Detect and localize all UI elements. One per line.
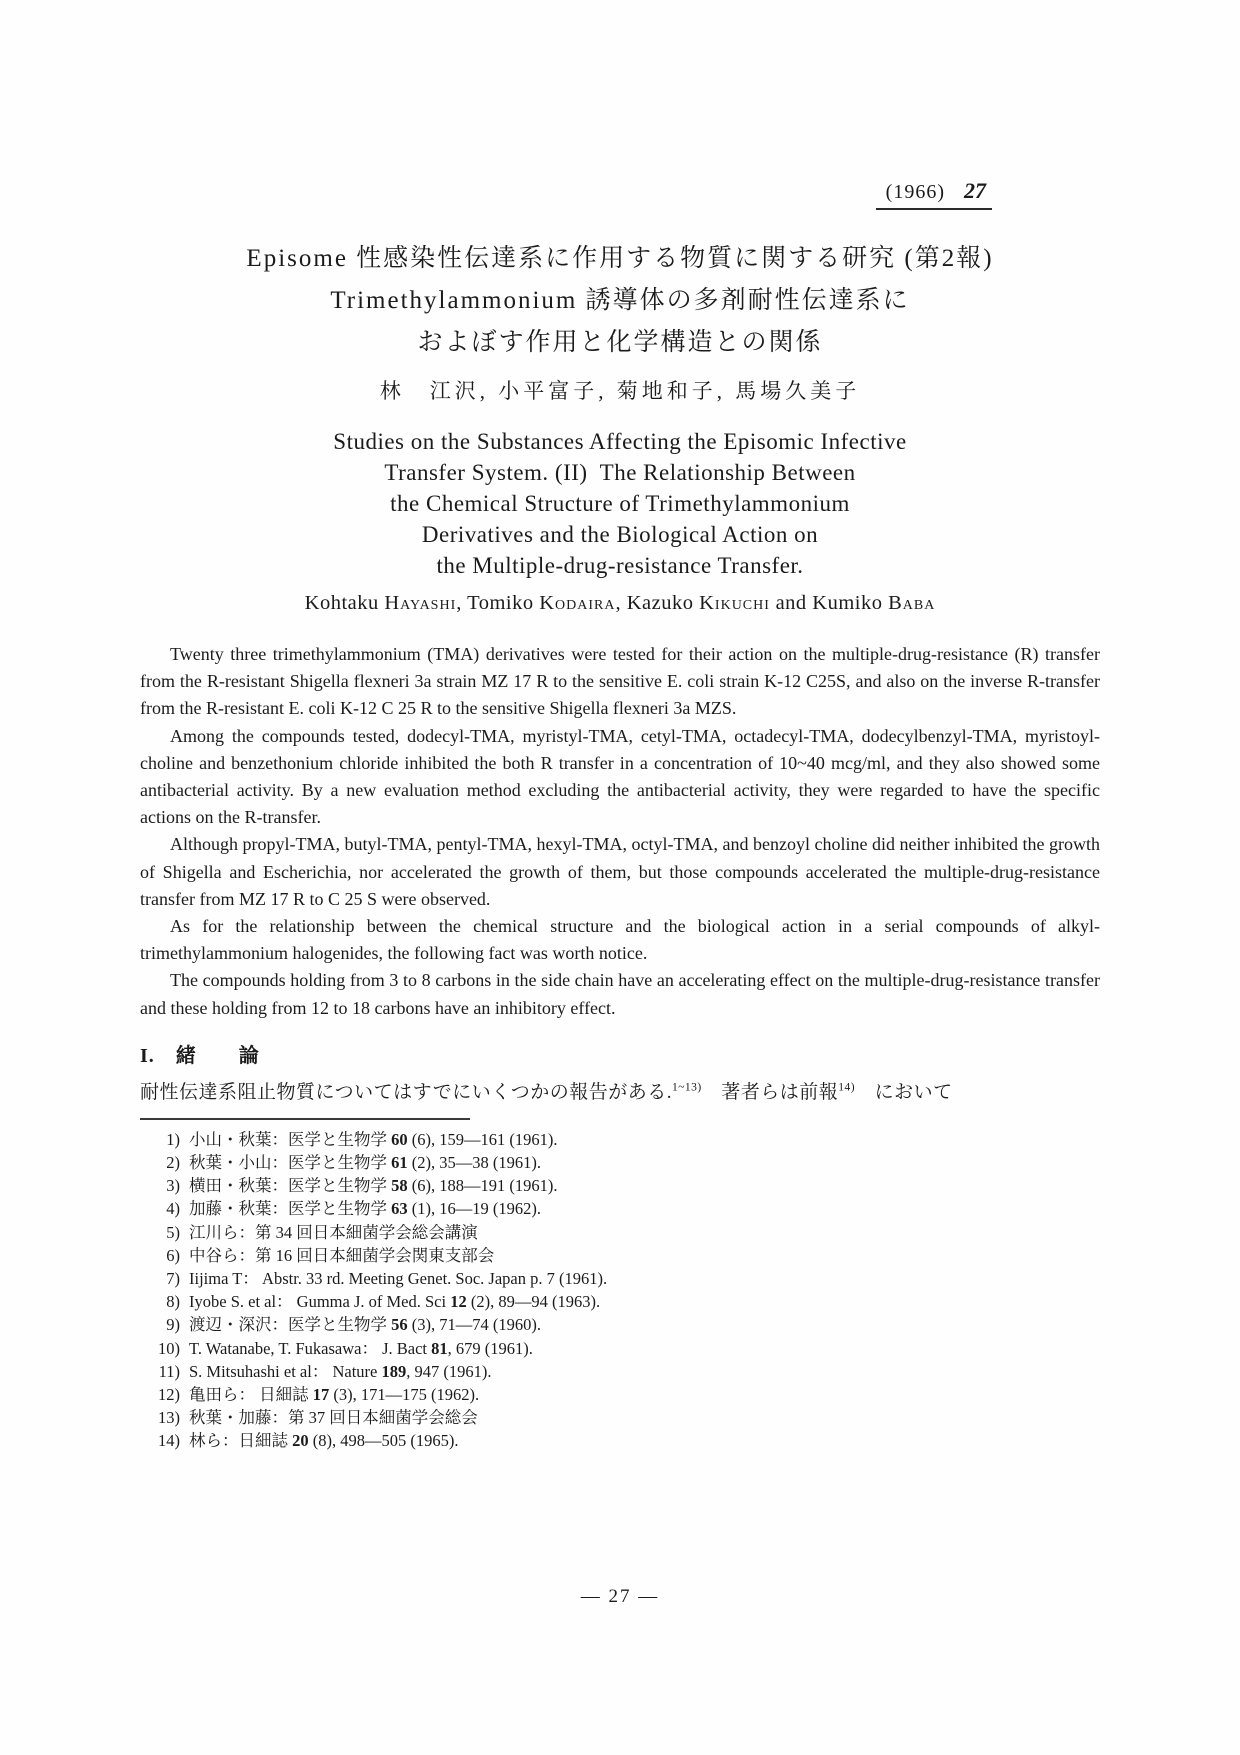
title-en-line-2: Transfer System. (II) The Relationship Between	[384, 460, 856, 485]
reference-post: (8), 498—505 (1965).	[308, 1431, 459, 1451]
authors-english	[140, 589, 1100, 617]
reference-text	[189, 1360, 491, 1383]
abstract	[140, 641, 1100, 1022]
reference-post: (2), 89—94 (1963).	[466, 1292, 601, 1312]
reference-volume: 81	[431, 1338, 448, 1358]
reference-post: , 679 (1961).	[447, 1338, 533, 1358]
reference-item	[140, 1221, 1100, 1244]
reference-post: (6), 188—191 (1961).	[407, 1176, 558, 1196]
reference-text	[189, 1337, 533, 1360]
reference-number: 3)	[166, 1176, 180, 1196]
reference-pre: 江川ら：第 34 回日本細菌学会総会講演	[189, 1222, 478, 1242]
reference-pre: 中谷ら：第 16 回日本細菌学会関東支部会	[189, 1245, 495, 1265]
reference-number: 10)	[158, 1338, 180, 1358]
authors-japanese: 林 江沢, 小平富子, 菊地和子, 馬場久美子	[379, 379, 861, 403]
title-en-line-5: the Multiple-drug-resistance Transfer.	[436, 553, 804, 578]
citation-superscript-2: 14)	[838, 1081, 856, 1094]
author-given-3: , Kazuko	[615, 592, 700, 614]
reference-text	[189, 1429, 458, 1452]
reference-volume: 58	[391, 1176, 408, 1196]
reference-item	[140, 1313, 1100, 1336]
reference-pre: 小山・秋葉：医学と生物学	[189, 1129, 392, 1149]
reference-text	[189, 1383, 479, 1406]
author-family-3: Kikuchi	[699, 592, 770, 614]
abstract-paragraph-2: Among the compounds tested, dodecyl-TMA, myristyl-TMA, cetyl-TMA, octadecyl-TMA, dodecylbenzyl-TMA, myristoyl-choline and benzethonium chloride inhibited the both R transfer in a concentration of 10~40 mcg/ml, and they also showed some antibacterial activity. By a new evaluation method excluding the antibacterial activity, they were regarded to have the specific actions on the R-transfer.	[140, 725, 1100, 828]
author-given-4: and Kumiko	[769, 592, 889, 614]
reference-pre: 加藤・秋葉：医学と生物学	[189, 1199, 392, 1219]
reference-pre: 亀田ら： 日細誌	[189, 1385, 313, 1405]
reference-pre: 横田・秋葉：医学と生物学	[189, 1176, 392, 1196]
reference-item	[140, 1197, 1100, 1220]
reference-text	[189, 1244, 494, 1267]
reference-post: (3), 171—175 (1962).	[329, 1385, 480, 1405]
reference-item	[140, 1360, 1100, 1383]
journal-header-inner	[876, 178, 992, 210]
reference-number: 11)	[158, 1361, 180, 1381]
reference-pre: Iyobe S. et al： Gumma J. of Med. Sci	[189, 1292, 451, 1312]
reference-pre: 渡辺・深沢：医学と生物学	[189, 1315, 392, 1335]
reference-number: 7)	[166, 1269, 180, 1289]
reference-post: , 947 (1961).	[406, 1361, 492, 1381]
reference-text	[189, 1151, 541, 1174]
reference-item	[140, 1151, 1100, 1174]
reference-volume: 17	[312, 1385, 330, 1405]
reference-text	[189, 1128, 557, 1151]
reference-text	[189, 1221, 478, 1244]
reference-item	[140, 1267, 1100, 1290]
reference-number: 4)	[166, 1199, 180, 1219]
reference-pre: 秋葉・加藤：第 37 回日本細菌学会総会	[189, 1408, 478, 1428]
author-family-1: Hayashi	[384, 592, 457, 614]
reference-number: 5)	[166, 1222, 180, 1242]
reference-volume: 61	[391, 1153, 408, 1173]
abstract-paragraph-5: The compounds holding from 3 to 8 carbons in the side chain have an accelerating effect on the multiple-drug-resistance transfer and these holding from 12 to 18 carbons have an inhibitory effect.	[140, 970, 1100, 1018]
title-jp-line-3: およぼす作用と化学構造との関係	[417, 329, 823, 356]
reference-item	[140, 1337, 1100, 1360]
reference-item	[140, 1429, 1100, 1452]
intro-text-2: 著者らは前報	[701, 1081, 839, 1103]
abstract-paragraph-1: Twenty three trimethylammonium (TMA) derivatives were tested for their action on the multiple-drug-resistance (R) transfer from the R-resistant Shigella flexneri 3a strain MZ 17 R to the sensitive E. coli strain K-12 C25S, and also on the inverse R-transfer from the R-resistant E. coli K-12 C 25 R to the sensitive Shigella flexneri 3a MZS.	[140, 644, 1100, 719]
reference-pre: 秋葉・小山：医学と生物学	[189, 1153, 392, 1173]
footnote-rule	[140, 1118, 470, 1120]
reference-text	[189, 1174, 557, 1197]
reference-text	[189, 1290, 600, 1313]
reference-item	[140, 1383, 1100, 1406]
reference-pre: T. Watanabe, T. Fukasawa： J. Bact	[189, 1338, 432, 1358]
reference-post: (2), 35—38 (1961).	[407, 1153, 541, 1173]
reference-volume: 189	[381, 1361, 407, 1381]
abstract-paragraph-4: As for the relationship between the chemical structure and the biological action in a serial compounds of alkyl-trimethylammonium halogenides, the following fact was worth notice.	[140, 916, 1100, 964]
title-en-line-1: Studies on the Substances Affecting the Episomic Infective	[333, 429, 907, 454]
reference-number: 13)	[158, 1408, 180, 1428]
intro-paragraph	[140, 1078, 1100, 1108]
reference-pre: S. Mitsuhashi et al： Nature	[189, 1361, 382, 1381]
reference-number: 8)	[166, 1292, 180, 1312]
intro-text-3: において	[855, 1081, 953, 1103]
author-given-1: Kohtaku	[304, 592, 385, 614]
reference-post: (3), 71—74 (1960).	[407, 1315, 541, 1335]
reference-number: 9)	[166, 1315, 180, 1335]
reference-item	[140, 1174, 1100, 1197]
title-en-line-3: the Chemical Structure of Trimethylammonium	[390, 491, 850, 516]
reference-pre: 林ら：日細誌	[189, 1431, 293, 1451]
author-given-2: , Tomiko	[456, 592, 540, 614]
reference-number: 12)	[158, 1385, 180, 1405]
intro-text-1: 耐性伝達系阻止物質についてはすでにいくつかの報告がある.	[140, 1081, 672, 1103]
reference-post: (1), 16—19 (1962).	[407, 1199, 541, 1219]
title-jp-line-1: Episome 性感染性伝達系に作用する物質に関する研究 (第2報)	[246, 245, 994, 272]
reference-number: 1)	[166, 1129, 180, 1149]
reference-volume: 12	[450, 1292, 467, 1312]
reference-number: 2)	[166, 1153, 180, 1173]
reference-text	[189, 1406, 478, 1429]
reference-item	[140, 1244, 1100, 1267]
section-heading-introduction: I. 緒 論	[140, 1044, 260, 1067]
abstract-paragraph-3: Although propyl-TMA, butyl-TMA, pentyl-TMA, hexyl-TMA, octyl-TMA, and benzoyl choline did neither inhibited the growth of Shigella and Escherichia, nor accelerated the growth of them, but those compounds accelerated the multiple-drug-resistance transfer from MZ 17 R to C 25 S were observed.	[140, 834, 1100, 909]
reference-item	[140, 1290, 1100, 1313]
reference-volume: 56	[391, 1315, 408, 1335]
reference-list	[140, 1128, 1100, 1453]
reference-number: 14)	[158, 1431, 180, 1451]
issue-year: (1966)	[885, 181, 945, 203]
citation-superscript-1: 1~13)	[671, 1081, 702, 1094]
author-family-2: Kodaira	[539, 592, 616, 614]
reference-text	[189, 1313, 541, 1336]
title-en-line-4: Derivatives and the Biological Action on	[421, 522, 819, 547]
title-jp-line-2: Trimethylammonium 誘導体の多剤耐性伝達系に	[330, 287, 910, 314]
reference-item	[140, 1128, 1100, 1151]
reference-volume: 63	[391, 1199, 408, 1219]
reference-number: 6)	[166, 1245, 180, 1265]
reference-volume: 20	[292, 1431, 309, 1451]
page-footer: — 27 —	[580, 1586, 660, 1607]
reference-text	[189, 1267, 607, 1290]
title-japanese	[140, 238, 1100, 364]
page-number-top: 27	[964, 178, 986, 203]
journal-header	[140, 178, 1100, 210]
reference-item	[140, 1406, 1100, 1429]
title-english	[140, 426, 1100, 581]
reference-text	[189, 1197, 541, 1220]
author-family-4: Baba	[888, 592, 936, 614]
reference-volume: 60	[391, 1129, 408, 1149]
reference-pre: Iijima T： Abstr. 33 rd. Meeting Genet. Soc. Japan p. 7 (1961).	[189, 1269, 608, 1289]
reference-post: (6), 159—161 (1961).	[407, 1129, 558, 1149]
